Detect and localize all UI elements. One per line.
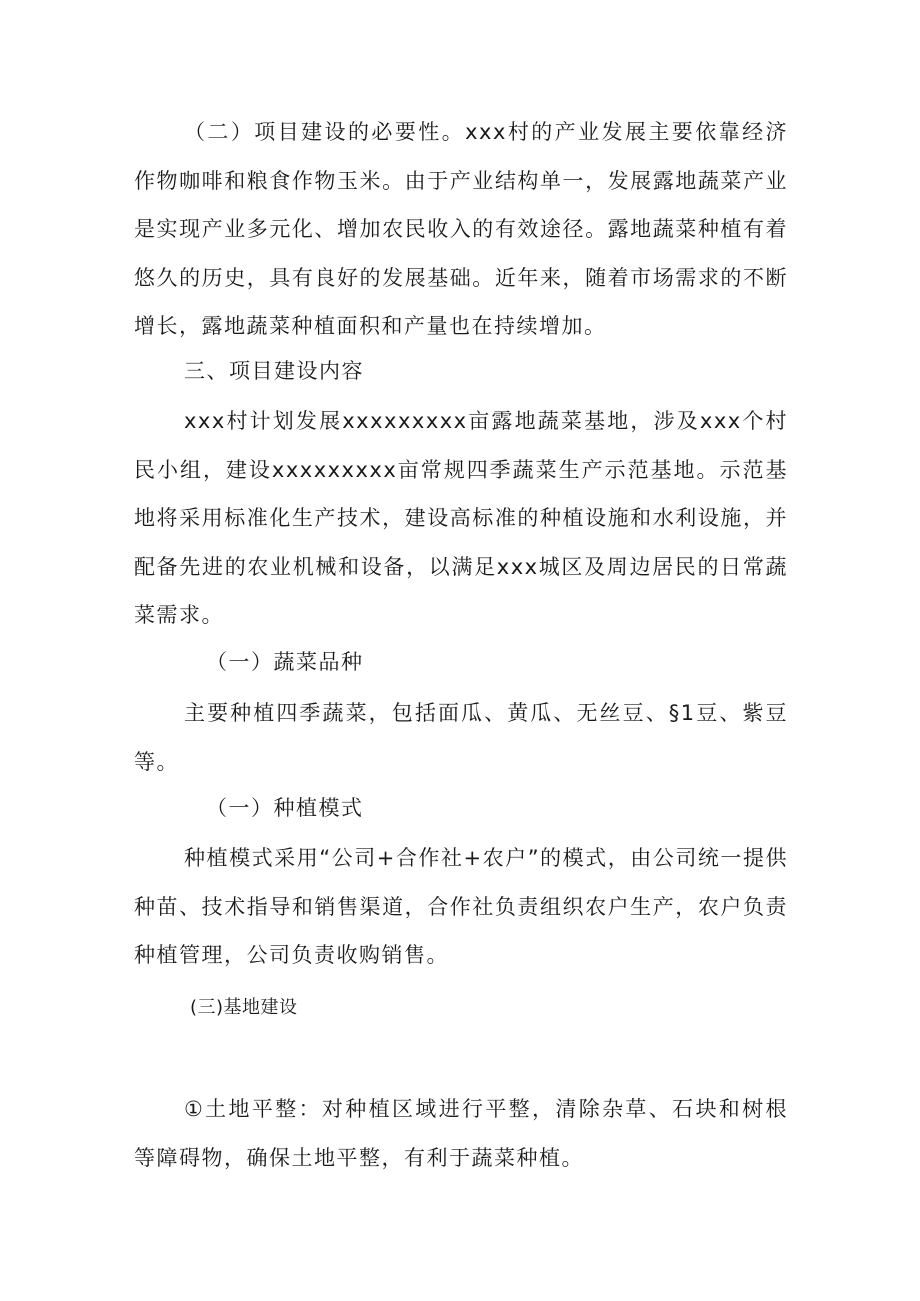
paragraph-planting-mode: 种植模式采用“公司+合作社+农户”的模式，由公司统一提供种苗、技术指导和销售渠道，合作社负责组织农户生产，农户负责种植管理，公司负责收购销售。: [134, 846, 788, 968]
subheading-vegetable-varieties: （一）蔬菜品种: [206, 650, 364, 674]
paragraph-necessity: （二）项目建设的必要性。xxx村的产业发展主要依靠经济作物咖啡和粮食作物玉米。由于产业结构单一，发展露地蔬菜产业是实现产业多元化、增加农民收入的有效途径。露地蔬菜种植有着悠久的历史，具有良好的发展基础。近年来，随着市场需求的不断增长，露地蔬菜种植面积和产量也在持续增加。: [134, 120, 788, 339]
subheading-base-construction: (三)基地建设: [190, 997, 298, 1018]
subheading-planting-mode: （一）种植模式: [206, 796, 364, 820]
paragraph-vegetable-varieties: 主要种植四季蔬菜，包括面瓜、黄瓜、无丝豆、§1豆、紫豆等。: [134, 701, 788, 774]
paragraph-land-leveling: ①土地平整：对种植区域进行平整，清除杂草、石块和树根等障碍物，确保土地平整，有利于蔬菜种植。: [134, 1097, 788, 1170]
paragraph-construction-content: xxx村计划发展xxxxxxxxx亩露地蔬菜基地，涉及xxx个村民小组，建设xxxxxxxxx亩常规四季蔬菜生产示范基地。示范基地将采用标准化生产技术，建设高标准的种植设施和水利设施，并配备先进的农业机械和设备，以满足xxx城区及周边居民的日常蔬菜需求。: [134, 409, 788, 628]
section-heading-construction-content: 三、项目建设内容: [184, 359, 364, 383]
